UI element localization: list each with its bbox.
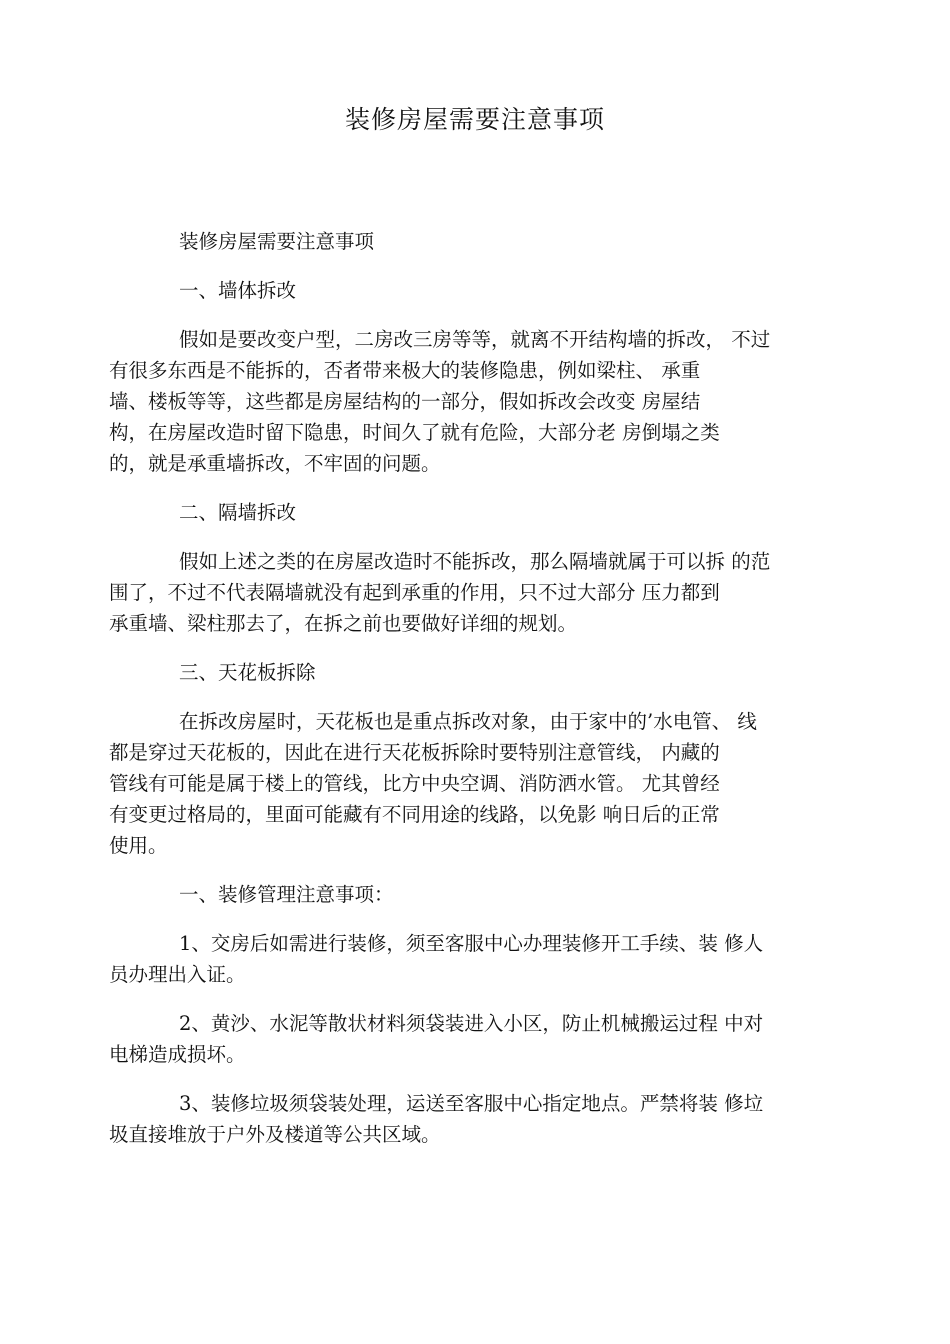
paragraph-line: 圾直接堆放于户外及楼道等公共区域。 [109, 1123, 441, 1146]
paragraph-line: 有变更过格局的，里面可能藏有不同用途的线路，以免影 响日后的正常 [109, 803, 720, 826]
paragraph-line: 有很多东西是不能拆的，否者带来极大的装修隐患，例如梁柱、 承重 [109, 359, 701, 382]
paragraph-line: 假如上述之类的在房屋改造时不能拆改，那么隔墙就属于可以拆 的范 [179, 550, 771, 573]
paragraph-line: 围了，不过不代表隔墙就没有起到承重的作用，只不过大部分 压力都到 [109, 581, 720, 604]
list-item-1 [109, 928, 834, 990]
paragraph-wall-renovation [109, 324, 834, 479]
paragraph-line: 在拆改房屋时，天花板也是重点拆改对象，由于家中的’水电管、 线 [179, 710, 757, 733]
section-heading-ceiling-removal: 三、天花板拆除 [179, 661, 316, 684]
paragraph-line: 墙、楼板等等，这些都是房屋结构的一部分，假如拆改会改变 房屋结 [109, 390, 701, 413]
document-subtitle: 装修房屋需要注意事项 [179, 230, 375, 253]
section-heading-wall-renovation: 一、墙体拆改 [179, 279, 297, 302]
paragraph-ceiling-removal [109, 706, 834, 861]
paragraph-line: 2、黄沙、水泥等散状材料须袋装进入小区，防止机械搬运过程 中对 [179, 1012, 764, 1035]
paragraph-line: 3、装修垃圾须袋装处理，运送至客服中心指定地点。严禁将装 修垃 [179, 1092, 764, 1115]
paragraph-line: 管线有可能是属于楼上的管线，比方中央空调、消防洒水管。 尤其曾经 [109, 772, 720, 795]
document-title: 装修房屋需要注意事项 [344, 105, 605, 134]
paragraph-line: 使用。 [109, 834, 168, 857]
paragraph-partition-wall [109, 546, 834, 639]
paragraph-line: 都是穿过天花板的，因此在进行天花板拆除时要特别注意管线， 内藏的 [109, 741, 720, 764]
section-heading-partition-wall: 二、隔墙拆改 [179, 501, 297, 524]
paragraph-line: 电梯造成损坏。 [109, 1043, 246, 1066]
paragraph-line: 承重墙、梁柱那去了，在拆之前也要做好详细的规划。 [109, 612, 578, 635]
paragraph-line: 假如是要改变户型，二房改三房等等，就离不开结构墙的拆改， 不过 [179, 328, 771, 351]
paragraph-line: 构，在房屋改造时留下隐患，时间久了就有危险，大部分老 房倒塌之类 [109, 421, 720, 444]
list-item-3 [109, 1088, 834, 1150]
paragraph-line: 的，就是承重墙拆改，不牢固的问题。 [109, 452, 441, 475]
section-heading-management-notes: 一、装修管理注意事项： [179, 883, 394, 906]
list-item-2 [109, 1008, 834, 1070]
document-body [109, 226, 834, 1168]
paragraph-line: 员办理出入证。 [109, 963, 246, 986]
paragraph-line: 1、交房后如需进行装修，须至客服中心办理装修开工手续、装 修人 [179, 932, 764, 955]
